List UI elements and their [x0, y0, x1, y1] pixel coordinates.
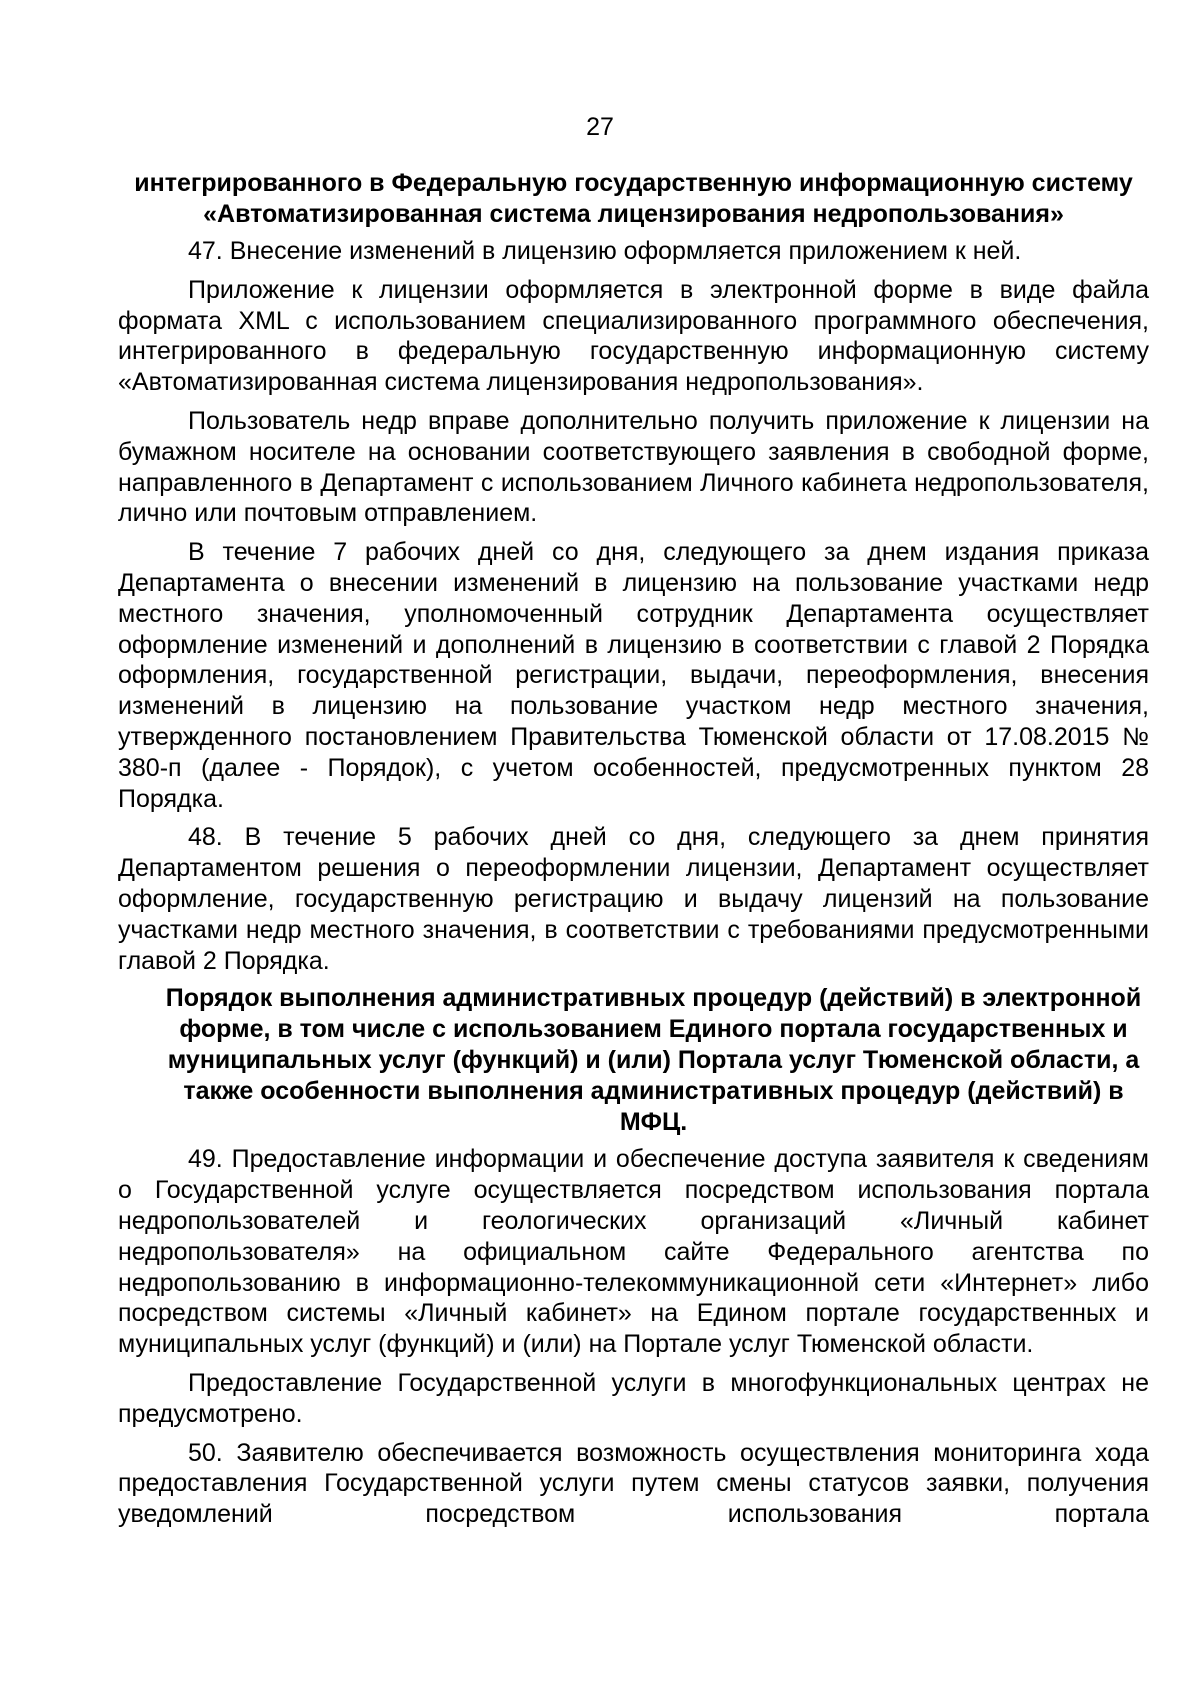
section-heading-electronic-procedures: Порядок выполнения административных процедур (действий) в электронной форме, в том числе с использованием Единого портала государственных и муниципальных услуг (функций) и (или) Портала услуг Тюменской области, а также особенности выполнения административных процедур (действий) в МФЦ.: [165, 984, 1142, 1137]
continued-section-heading: интегрированного в Федеральную государственную информационную систему «Автоматизированная система лицензирования недропользования»: [134, 169, 1133, 228]
paragraph-48: 48. В течение 5 рабочих дней со дня, следующего за днем принятия Департаментом решения о переоформлении лицензии, Департамент осуществляет оформление, государственную регистрацию и выдачу лицензий на пользование участками недр местного значения, в соответствии с требованиями предусмотренными главой 2 Порядка.: [118, 823, 1149, 975]
paragraph-seven-days: В течение 7 рабочих дней со дня, следующего за днем издания приказа Департамента о внесении изменений в лицензию на пользование участками недр местного значения, уполномоченный сотрудник Департамента осуществляет оформление изменений и дополнений в лицензию в соответствии с главой 2 Порядка оформления, государственной регистрации, выдачи, переоформления, внесения изменений в лицензию на пользование участком недр местного значения, утвержденного постановлением Правительства Тюменской области от 17.08.2015 № 380-п (далее - Порядок), с учетом особенностей, предусмотренных пунктом 28 Порядка.: [118, 538, 1149, 813]
paragraph-49: 49. Предоставление информации и обеспечение доступа заявителя к сведениям о Государственной услуге осуществляется посредством использования портала недропользователей и геологических организаций «Личный кабинет недропользователя» на официальном сайте Федерального агентства по недропользованию в информационно-телекоммуникационной сети «Интернет» либо посредством системы «Личный кабинет» на Едином портале государственных и муниципальных услуг (функций) и (или) на Портале услуг Тюменской области.: [118, 1145, 1149, 1359]
paragraph-appendix-form: Приложение к лицензии оформляется в электронной форме в виде файла формата XML с использованием специализированного программного обеспечения, интегрированного в федеральную государственную информационную систему «Автоматизированная система лицензирования недропользования».: [118, 275, 1149, 397]
page-number: 27: [586, 113, 614, 141]
page-content: [118, 168, 1149, 1530]
paragraph-paper-copy: Пользователь недр вправе дополнительно получить приложение к лицензии на бумажном носителе на основании соответствующего заявления в свободной форме, направленного в Департамент с использованием Личного кабинета недропользователя, лично или почтовым отправлением.: [118, 406, 1149, 528]
paragraph-mfc: Предоставление Государственной услуги в многофункциональных центрах не предусмотрено.: [118, 1368, 1149, 1428]
paragraph-47: 47. Внесение изменений в лицензию оформляется приложением к ней.: [188, 237, 1022, 265]
paragraph-50: 50. Заявителю обеспечивается возможность осуществления мониторинга хода предоставления Государственной услуги путем смены статусов заявки, получения уведомлений посредством использования портала: [118, 1438, 1149, 1529]
